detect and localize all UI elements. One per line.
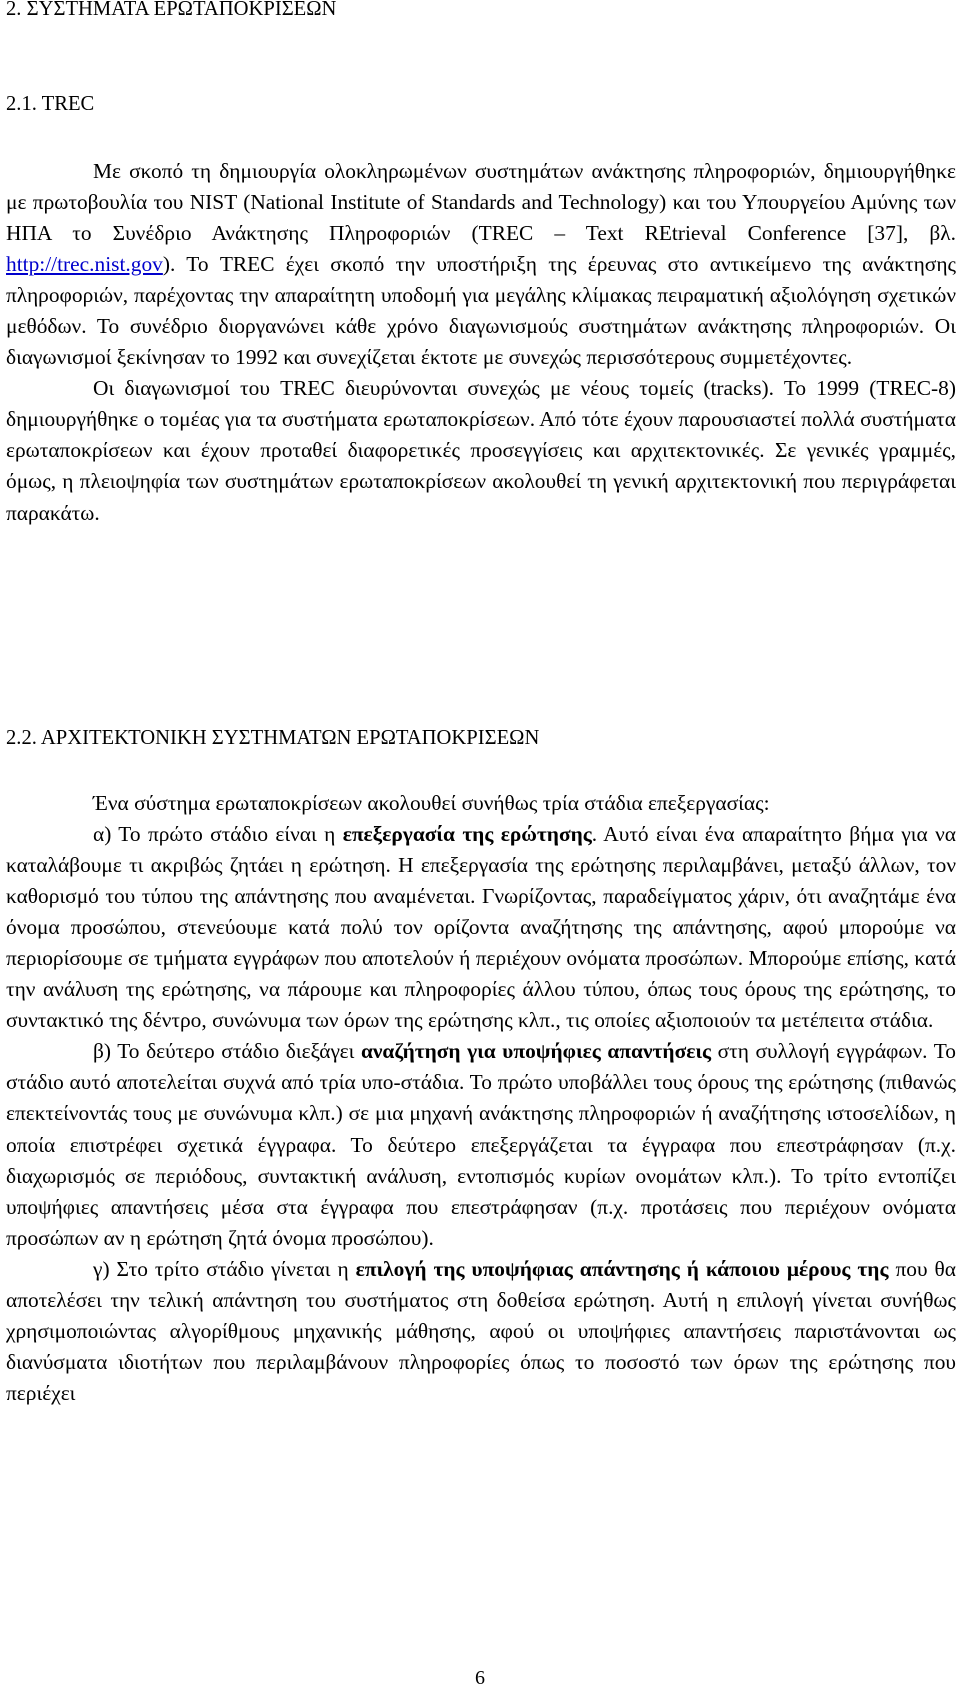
stage-b-paragraph: β) Το δεύτερο στάδιο διεξάγει αναζήτηση για υποψήφιες απαντήσεις στη συλλογή εγγράφων. Το στάδιο αυτό αποτελείται συχνά από τρία υπο-στάδια. Το πρώτο υποβάλλει τους όρους της ερώτησης (πιθανώς επεκτείνοντάς τους με συνώνυμα κλπ.) σε μια μηχανή ανάκτησης πληροφοριών ή αναζήτησης ιστοσελίδων, η οποία επιστρέφει σχετικά έγγραφα. Το δεύτερο επεξεργάζεται τα έγγραφα που επεστράφησαν (π.χ. διαχωρισμός σε περιόδους, συντακτική ανάλυση, εντοπισμός κυρίων ονομάτων κλπ.). Το τρίτο εντοπίζει υποψήφιες απαντήσεις μέσα στα έγγραφα που επεστράφησαν (π.χ. προτάσεις που περιέχουν ονόματα προσώπων αν η ερώτηση ζητά όνομα προσώπου). [6,1039,956,1250]
architecture-section-body [6,788,956,1409]
subsection-heading-architecture: 2.2. ΑΡΧΙΤΕΚΤΟΝΙΚΗ ΣΥΣΤΗΜΑΤΩΝ ΕΡΩΤΑΠΟΚΡΙΣΕΩΝ [6,727,540,749]
page-number: 6 [475,1667,485,1689]
stage-c-paragraph: γ) Στο τρίτο στάδιο γίνεται η επιλογή της υποψήφιας απάντησης ή κάποιου μέρους της που θα αποτελέσει την τελική απάντηση του συστήματος στη δοθείσα ερώτηση. Αυτή η επιλογή γίνεται συνήθως χρησιμοποιώντας αλγορίθμους μηχανικής μάθησης, αφού οι υποψήφιες απαντήσεις παριστάνονται ως διανύσματα ιδιοτήτων που περιλαμβάνουν πληροφορίες όπως το ποσοστό των όρων της ερώτησης που περιέχει [6,1256,956,1405]
section-heading: 2. ΣΥΣΤΗΜΑΤΑ ΕΡΩΤΑΠΟΚΡΙΣΕΩΝ [6,0,337,20]
paragraph: Οι διαγωνισμοί του TREC διευρύνονται συνεχώς με νέους τομείς (tracks). Το 1999 (TREC-8) δημιουργήθηκε ο τομέας για τα συστήματα ερωταποκρίσεων. Από τότε έχουν παρουσιαστεί πολλά συστήματα ερωταποκρίσεων και έχουν προταθεί διαφορετικές προσεγγίσεις και αρχιτεκτονικές. Σε γενικές γραμμές, όμως, η πλειοψηφία των συστημάτων ερωταποκρίσεων ακολουθεί τη γενική αρχιτεκτονική που περιγράφεται παρακάτω. [6,376,956,525]
bold-term: αναζήτηση για υποψήφιες απαντήσεις [360,1039,711,1064]
subsection-heading-trec: 2.1. TREC [6,93,95,115]
trec-link[interactable]: http://trec.nist.gov [6,252,163,277]
bold-term: επεξεργασία της ερώτησης [342,822,592,847]
paragraph: Ένα σύστημα ερωταποκρίσεων ακολουθεί συνήθως τρία στάδια επεξεργασίας: [93,791,770,815]
stage-a-paragraph: α) Το πρώτο στάδιο είναι η επεξεργασία της ερώτησης. Αυτό είναι ένα απαραίτητο βήμα για να καταλάβουμε τι ακριβώς ζητάει η ερώτηση. Η επεξεργασία της ερώτησης περιλαμβάνει, μεταξύ άλλων, τον καθορισμό του τύπου της απάντησης που αναμένεται. Γνωρίζοντας, παραδείγματος χάριν, ότι αναζητάμε ένα όνομα προσώπου, στενεύουμε κατά πολύ τον ορίζοντα αναζήτησης της απάντησης, αφού μπορούμε να περιορίσουμε σε τμήματα εγγράφων που αποτελούν ή περιέχουν ονόματα προσώπων. Μπορούμε επίσης, κατά την ανάλυση της ερώτησης, να πάρουμε και πληροφορίες άλλου τύπου, όπως τους όρους της ερώτησης, το συντακτικό της δέντρο, συνώνυμα των όρων της ερώτησης κλπ., τις οποίες αξιοποιούν τα μετέπειτα στάδια. [6,822,956,1033]
paragraph: Με σκοπό τη δημιουργία ολοκληρωμένων συστημάτων ανάκτησης πληροφοριών, δημιουργήθηκε με πρωτοβουλία του NIST (National Institute of Standards and Technology) και του Υπουργείου Αμύνης των ΗΠΑ το Συνέδριο Ανάκτησης Πληροφοριών (TREC – Text REtrieval Conference [37], βλ. http://trec.nist.gov). Το TREC έχει σκοπό την υποστήριξη της έρευνας στο αντικείμενο της ανάκτησης πληροφοριών, παρέχοντας την απαραίτητη υποδομή για μεγάλης κλίμακας πειραματική αξιολόγηση σχετικών μεθόδων. Το συνέδριο διοργανώνει κάθε χρόνο διαγωνισμούς συστημάτων ανάκτησης πληροφοριών. Οι διαγωνισμοί ξεκίνησαν το 1992 και συνεχίζεται έκτοτε με συνεχώς περισσότερους συμμετέχοντες. [6,159,956,370]
bold-term: επιλογή της υποψήφιας απάντησης ή κάποιου μέρους της [355,1256,889,1281]
trec-section-body [6,156,956,529]
